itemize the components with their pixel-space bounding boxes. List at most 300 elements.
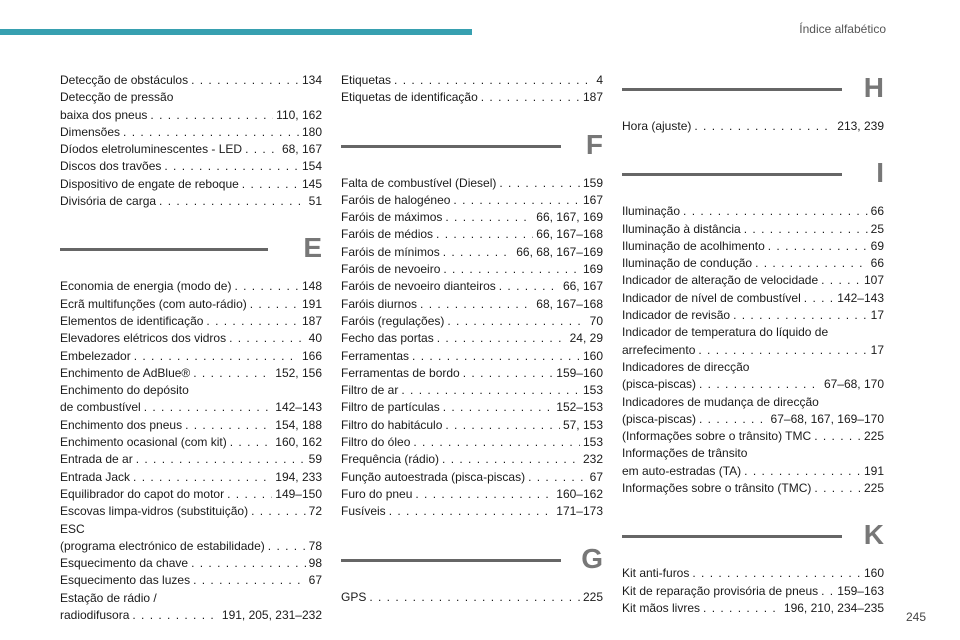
index-entry <box>60 124 322 141</box>
index-entry-line <box>60 141 322 158</box>
index-entry-pages: 191 <box>301 296 322 311</box>
index-entry <box>60 158 322 175</box>
index-entry-label: Faróis de máximos <box>341 210 443 225</box>
index-entry-label: Informações de trânsito <box>622 446 748 461</box>
index-entry-pages: 67 <box>589 469 603 484</box>
dot-leader <box>132 607 219 624</box>
index-entry-pages: 67 <box>308 573 322 588</box>
dot-leader <box>229 330 306 347</box>
index-entry-line <box>341 175 603 192</box>
index-entry-label: radiodifusora <box>60 608 130 623</box>
index-entry-pages: 107 <box>863 273 884 288</box>
index-entry-label: Indicadores de direcção <box>622 359 750 374</box>
index-entry-line <box>60 434 322 451</box>
index-entry-line <box>60 399 322 416</box>
section-header-e <box>60 224 322 270</box>
section-header-h <box>622 64 884 110</box>
section-letter: G <box>581 542 603 574</box>
index-entry-line <box>60 365 322 382</box>
index-entry <box>60 141 322 158</box>
index-entry <box>622 221 884 238</box>
dot-leader <box>699 411 768 428</box>
dot-leader <box>123 124 299 141</box>
index-entry-line <box>60 72 322 89</box>
index-entry-pages: 187 <box>582 90 603 105</box>
index-entry-pages: 191, 205, 231–232 <box>221 608 322 623</box>
index-entry <box>622 324 884 359</box>
dot-leader <box>528 469 587 486</box>
index-entry-pages: 225 <box>863 481 884 496</box>
dot-leader <box>481 89 580 106</box>
index-entry-label: Ferramentas de bordo <box>341 365 460 380</box>
index-entry-label: Enchimento do depósito <box>60 383 189 398</box>
index-entry-line <box>341 192 603 209</box>
index-entry-label: Elevadores elétricos dos vidros <box>60 331 227 346</box>
index-entry <box>622 272 884 289</box>
index-entry-pages: 66, 167–168 <box>536 227 603 242</box>
index-entry-label: Iluminação de condução <box>622 256 753 271</box>
dot-leader <box>401 382 580 399</box>
index-entry-label: Função autoestrada (pisca-piscas) <box>341 469 526 484</box>
index-entry-line <box>341 89 603 106</box>
index-entry-line <box>622 203 884 220</box>
dot-leader <box>443 399 554 416</box>
index-entry-pages: 4 <box>596 73 603 87</box>
dot-leader <box>389 503 554 520</box>
index-entry-line <box>622 290 884 307</box>
index-entry-line <box>60 503 322 520</box>
index-entry-label: Faróis de mínimos <box>341 244 440 259</box>
index-entry-label: Indicador de nível de combustível <box>622 290 801 305</box>
index-entry <box>341 503 603 520</box>
index-entry <box>341 192 603 209</box>
index-entry <box>60 330 322 347</box>
index-entry <box>60 572 322 589</box>
dot-leader <box>159 193 306 210</box>
index-entry <box>622 359 884 394</box>
index-entry-label: Etiquetas de identificação <box>341 90 478 105</box>
index-entry-label: ESC <box>60 521 85 536</box>
index-entry-pages: 68, 167 <box>281 142 322 157</box>
index-entry-line <box>341 72 603 89</box>
section-letter: H <box>863 72 884 103</box>
dot-leader <box>268 538 306 555</box>
index-entry <box>341 348 603 365</box>
index-entry <box>60 590 322 625</box>
index-entry <box>341 451 603 468</box>
index-entry <box>341 89 603 106</box>
index-entry-pages: 187 <box>301 313 322 328</box>
index-entry-line <box>622 272 884 289</box>
dot-leader <box>447 313 586 330</box>
dot-leader <box>136 451 306 468</box>
index-entry-pages: 160 <box>582 348 603 363</box>
dot-leader <box>699 376 821 393</box>
index-entry-line <box>60 176 322 193</box>
index-entry-label: Dimensões <box>60 124 121 139</box>
index-entry-line <box>60 486 322 503</box>
index-entry <box>341 278 603 295</box>
index-entry <box>60 486 322 503</box>
index-entry-line <box>60 330 322 347</box>
dot-leader <box>191 555 306 572</box>
index-entry-pages: 134 <box>301 73 322 87</box>
index-entry <box>60 313 322 330</box>
index-entry-line <box>622 376 884 393</box>
dot-leader <box>698 342 867 359</box>
index-entry-line <box>60 124 322 141</box>
index-entry-label: Díodos eletroluminescentes - LED <box>60 142 243 157</box>
index-entry-label: Entrada Jack <box>60 469 131 484</box>
index-entry-label: Entrada de ar <box>60 452 133 467</box>
index-entry-label: Ferramentas <box>341 348 410 363</box>
index-entry-line <box>341 365 603 382</box>
index-entry-label: Indicador de alteração de velocidade <box>622 273 819 288</box>
dot-leader <box>814 480 861 497</box>
index-entry-pages: 180 <box>301 124 322 139</box>
index-entry-pages: 142–143 <box>837 290 884 305</box>
index-entry-label: (pisca-piscas) <box>622 377 697 392</box>
index-entry-label: Faróis de médios <box>341 227 434 242</box>
dot-leader <box>251 503 306 520</box>
index-entry-line <box>60 451 322 468</box>
dot-leader <box>369 589 580 606</box>
index-entry-label: Divisória de carga <box>60 194 157 209</box>
index-entry-label: Filtro de ar <box>341 383 399 398</box>
index-entry-label: Enchimento ocasional (com kit) <box>60 435 227 450</box>
index-entry-pages: 213, 239 <box>837 119 884 133</box>
section-letter: K <box>863 519 884 551</box>
dot-leader <box>445 209 533 226</box>
index-entry-pages: 149–150 <box>275 486 322 501</box>
index-entry-pages: 110, 162 <box>276 107 322 122</box>
index-entry-pages: 154 <box>301 159 322 174</box>
index-entry <box>341 486 603 503</box>
dot-leader <box>814 428 861 445</box>
index-entry-line <box>60 296 322 313</box>
section-divider <box>622 173 842 176</box>
index-entry-line <box>622 480 884 497</box>
section-letter: F <box>585 128 603 160</box>
dot-leader <box>133 469 272 486</box>
dot-leader <box>768 238 868 255</box>
index-entry <box>341 313 603 330</box>
index-entry-line <box>341 399 603 416</box>
index-entry-pages: 148 <box>301 279 322 294</box>
index-entry <box>622 600 884 617</box>
index-entry <box>622 394 884 429</box>
index-entry-line <box>622 565 884 582</box>
index-entry <box>622 445 884 480</box>
index-entry-label: Fecho das portas <box>341 331 434 346</box>
index-entry-line <box>60 107 322 124</box>
index-entry-pages: 145 <box>301 176 322 191</box>
index-entry <box>341 226 603 243</box>
index-entry-label: Faróis de halogéneo <box>341 192 451 207</box>
index-entry-line <box>341 226 603 243</box>
index-entry-label: Indicadores de mudança de direcção <box>622 394 819 409</box>
index-entry-line <box>60 572 322 589</box>
index-entry-pages: 66 <box>870 204 884 219</box>
dot-leader <box>499 175 580 192</box>
index-entry-pages: 67–68, 167, 169–170 <box>770 411 884 426</box>
index-entry <box>622 290 884 307</box>
dot-leader <box>206 313 299 330</box>
index-entry-pages: 154, 188 <box>275 417 322 432</box>
index-entry-label: Faróis diurnos <box>341 296 418 311</box>
index-entry-label: Filtro do óleo <box>341 435 411 450</box>
index-entry-label: Esquecimento das luzes <box>60 573 191 588</box>
index-entry-line <box>622 583 884 600</box>
dot-leader <box>744 463 861 480</box>
index-entry <box>60 417 322 434</box>
index-entry-pages: 67–68, 170 <box>823 377 884 392</box>
index-entry <box>60 365 322 382</box>
index-entry <box>622 203 884 220</box>
dot-leader <box>164 158 299 175</box>
dot-leader <box>193 365 272 382</box>
index-entry-pages: 160, 162 <box>275 435 322 450</box>
index-entry <box>622 428 884 445</box>
index-entry-label: (programa electrónico de estabilidade) <box>60 538 265 553</box>
index-entry-label: Furo do pneu <box>341 486 413 501</box>
index-entry <box>60 503 322 520</box>
index-entry-label: Kit anti-furos <box>622 566 690 581</box>
index-entry <box>341 72 603 89</box>
index-entry-pages: 171–173 <box>556 504 603 519</box>
dot-leader <box>733 307 868 324</box>
index-entry-label: Iluminação de acolhimento <box>622 238 765 253</box>
index-entry-label: Indicador de temperatura do líquido de <box>622 325 829 340</box>
index-entry-pages: 69 <box>870 238 884 253</box>
index-entry <box>341 209 603 226</box>
dot-leader <box>245 141 279 158</box>
index-entry <box>60 382 322 417</box>
index-entry-line <box>341 244 603 261</box>
dot-leader <box>453 192 580 209</box>
index-entry-label: Dispositivo de engate de reboque <box>60 176 239 191</box>
index-entry <box>341 261 603 278</box>
index-entry-pages: 169 <box>582 262 603 277</box>
header-accent-bar <box>0 29 472 35</box>
dot-leader <box>242 176 299 193</box>
index-entry-label: Kit de reparação provisória de pneus <box>622 583 819 598</box>
index-entry-pages: 153 <box>582 383 603 398</box>
index-entry-line <box>60 607 322 624</box>
index-entry-line <box>60 158 322 175</box>
index-entry-label: Informações sobre o trânsito (TMC) <box>622 481 812 496</box>
index-entry-pages: 225 <box>582 589 603 604</box>
index-entry-line <box>60 278 322 295</box>
index-entry-label: Fusíveis <box>341 504 386 519</box>
index-entry-label: Etiquetas <box>341 73 392 87</box>
index-entry-label: de combustível <box>60 400 141 415</box>
section-divider <box>341 145 561 148</box>
dot-leader <box>234 278 299 295</box>
index-entry <box>60 296 322 313</box>
index-entry <box>60 89 322 124</box>
section-header-f <box>341 121 603 167</box>
index-entry-line <box>341 209 603 226</box>
index-entry-label: Escovas limpa-vidros (substituição) <box>60 504 249 519</box>
index-entry-line <box>341 261 603 278</box>
index-entry <box>60 72 322 89</box>
page-header-title: Índice alfabético <box>799 22 886 36</box>
index-entry-line <box>622 307 884 324</box>
dot-leader <box>443 244 514 261</box>
index-entry <box>341 417 603 434</box>
index-entry-line <box>341 417 603 434</box>
dot-leader <box>442 451 580 468</box>
dot-leader <box>144 399 273 416</box>
dot-leader <box>227 486 272 503</box>
index-entry-pages: 167 <box>582 192 603 207</box>
section-header-i <box>622 149 884 195</box>
section-divider <box>341 559 561 562</box>
index-entry <box>622 480 884 497</box>
dot-leader <box>499 278 560 295</box>
page-number: 245 <box>905 610 926 624</box>
index-entry-pages: 159 <box>582 175 603 190</box>
index-entry-line <box>341 503 603 520</box>
index-entry-pages: 194, 233 <box>275 469 322 484</box>
index-entry-label: Indicador de revisão <box>622 308 731 323</box>
index-entry-label: baixa dos pneus <box>60 107 148 122</box>
index-entry-line <box>341 348 603 365</box>
index-entry-pages: 66, 68, 167–169 <box>516 244 603 259</box>
index-entry <box>341 434 603 451</box>
index-entry-pages: 68, 167–168 <box>536 296 603 311</box>
dot-leader <box>437 330 567 347</box>
section-letter: E <box>303 232 322 264</box>
index-entry-label: Filtro do habitáculo <box>341 417 443 432</box>
index-entry-pages: 57, 153 <box>562 417 603 432</box>
dot-leader <box>230 434 273 451</box>
index-entry <box>60 434 322 451</box>
index-entry <box>341 365 603 382</box>
index-entry-line <box>341 278 603 295</box>
index-entry-label: Filtro de partículas <box>341 400 440 415</box>
index-entry <box>60 451 322 468</box>
dot-leader <box>744 221 868 238</box>
index-entry-line <box>60 538 322 555</box>
index-entry-label: Esquecimento da chave <box>60 556 189 571</box>
index-entry-line <box>60 348 322 365</box>
dot-leader <box>150 107 273 124</box>
index-entry-line <box>622 255 884 272</box>
index-entry <box>60 555 322 572</box>
index-entry <box>622 255 884 272</box>
index-entry-label: Kit mãos livres <box>622 600 701 615</box>
index-entry-pages: 98 <box>308 556 322 571</box>
index-entry-label: Elementos de identificação <box>60 313 204 328</box>
index-entry-pages: 78 <box>308 538 322 553</box>
dot-leader <box>463 365 554 382</box>
index-entry-pages: 160 <box>863 566 884 581</box>
index-entry-line <box>341 469 603 486</box>
index-entry-pages: 191 <box>863 463 884 478</box>
index-entry-label: Enchimento de AdBlue® <box>60 365 191 380</box>
index-entry-label: Enchimento dos pneus <box>60 417 183 432</box>
index-entry-pages: 24, 29 <box>569 331 603 346</box>
index-entry-pages: 17 <box>870 342 884 357</box>
index-entry-line <box>341 451 603 468</box>
index-entry <box>341 330 603 347</box>
index-entry-label: Detecção de pressão <box>60 90 174 105</box>
index-entry-label: em auto-estradas (TA) <box>622 463 742 478</box>
index-column-3 <box>622 72 884 617</box>
index-entry-pages: 66 <box>870 256 884 271</box>
dot-leader <box>412 348 580 365</box>
index-entry <box>341 589 603 606</box>
index-entry-line <box>60 417 322 434</box>
dot-leader <box>694 118 834 135</box>
section-divider <box>622 88 842 91</box>
dot-leader <box>804 290 835 307</box>
index-entry-label: Falta de combustível (Diesel) <box>341 175 497 190</box>
dot-leader <box>185 417 272 434</box>
index-entry-pages: 66, 167, 169 <box>536 210 603 225</box>
dot-leader <box>683 203 868 220</box>
index-entry-label: Ecrã multifunções (com auto-rádio) <box>60 296 247 311</box>
index-entry-pages: 225 <box>863 429 884 444</box>
index-entry <box>341 469 603 486</box>
dot-leader <box>692 565 861 582</box>
index-entry-line <box>622 428 884 445</box>
index-entry <box>60 469 322 486</box>
index-entry-pages: 25 <box>870 221 884 236</box>
index-entry-line <box>341 589 603 606</box>
index-entry-pages: 232 <box>582 452 603 467</box>
index-entry-pages: 59 <box>308 452 322 467</box>
index-entry-line <box>622 600 884 617</box>
index-entry-label: Estação de rádio / <box>60 590 157 605</box>
index-entry-line <box>60 469 322 486</box>
section-letter: I <box>876 157 884 189</box>
dot-leader <box>436 226 533 243</box>
index-entry <box>341 175 603 192</box>
dot-leader <box>193 572 306 589</box>
section-divider <box>622 535 842 538</box>
index-entry-pages: 66, 167 <box>562 279 603 294</box>
index-entry <box>341 296 603 313</box>
index-entry-label: Frequência (rádio) <box>341 452 440 467</box>
index-entry-label: Faróis (regulações) <box>341 313 445 328</box>
index-entry-pages: 159–163 <box>837 583 884 598</box>
index-entry-label: (pisca-piscas) <box>622 411 697 426</box>
index-entry-label: Economia de energia (modo de) <box>60 279 232 294</box>
index-entry-pages: 51 <box>308 194 322 209</box>
index-entry <box>341 244 603 261</box>
dot-leader <box>445 417 560 434</box>
section-header-k <box>622 511 884 557</box>
index-entry <box>622 565 884 582</box>
index-entry-pages: 159–160 <box>556 365 603 380</box>
index-entry-label: Discos dos travões <box>60 159 162 174</box>
index-entry-label: GPS <box>341 589 367 604</box>
index-entry-label: Iluminação à distância <box>622 221 741 236</box>
section-divider <box>60 248 268 251</box>
index-entry-line <box>622 118 884 135</box>
index-entry <box>60 521 322 556</box>
dot-leader <box>415 486 553 503</box>
index-entry-label: Faróis de nevoeiro <box>341 262 441 277</box>
index-entry-pages: 40 <box>308 331 322 346</box>
index-entry <box>622 583 884 600</box>
index-entry-line <box>341 382 603 399</box>
index-entry-line <box>60 555 322 572</box>
index-entry-label: Equilibrador do capot do motor <box>60 486 225 501</box>
